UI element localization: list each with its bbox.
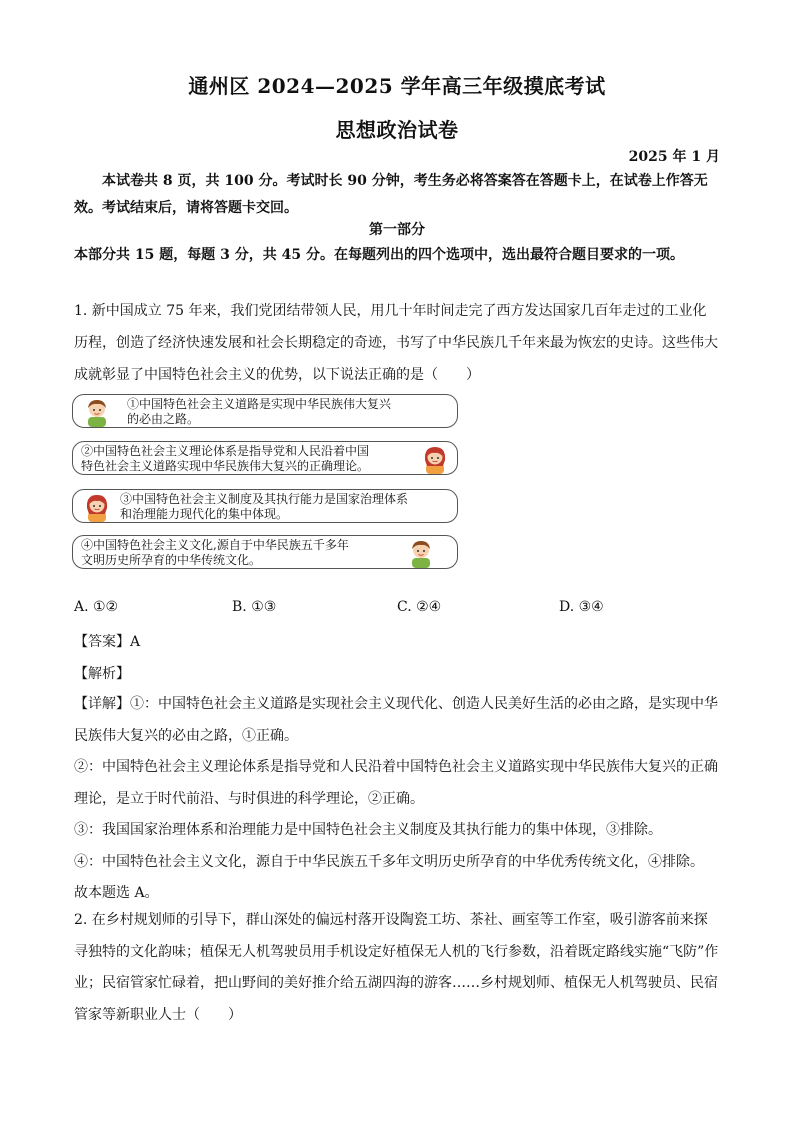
statement-4-line-2: 文明历史所孕育的中华传统文化。 — [81, 553, 262, 567]
detail-line-3: ③：我国国家治理体系和治理能力是中国特色社会主义制度及其执行能力的集中体现，③排除。 — [74, 822, 662, 838]
boy-avatar-icon — [83, 397, 111, 427]
detail-line-1: 【详解】①：中国特色社会主义道路是实现社会主义现代化、创造人民美好生活的必由之路，是实现中华民族伟大复兴的必由之路，①正确。 — [74, 696, 718, 744]
detail-line-2: ②：中国特色社会主义理论体系是指导党和人民沿着中国特色社会主义道路实现中华民族伟大复兴的正确理论，是立于时代前沿、与时俱进的科学理论，②正确。 — [74, 759, 718, 807]
boy-avatar-icon — [407, 538, 435, 568]
analysis-detail — [74, 689, 720, 910]
statement-box-1 — [72, 394, 458, 428]
part-title: 第一部分 — [369, 222, 425, 238]
statement-3-line-2: 和治理能力现代化的集中体现。 — [120, 507, 289, 521]
girl-avatar-icon — [83, 492, 111, 522]
exam-date: 2025 年 1 月 — [628, 149, 720, 165]
question-1-stem: 1. 新中国成立 75 年来，我们党团结带领人民，用几十年时间走完了西方发达国家几百年走过的工业化历程，创造了经济快速发展和社会长期稳定的奇迹，书写了中华民族几千年来最为恢宏的史诗。这些伟大成就彰显了中国特色社会主义的优势，以下说法正确的是（ ） — [74, 303, 718, 383]
statement-2-line-2: 特色社会主义道路实现中华民族伟大复兴的正确理论。 — [81, 459, 370, 473]
answer-label: 【答案】A — [74, 634, 141, 650]
option-c: C. ②④ — [397, 599, 442, 615]
option-b: B. ①③ — [232, 599, 277, 615]
girl-avatar-icon — [421, 444, 449, 474]
part-description: 本部分共 15 题，每题 3 分，共 45 分。在每题列出的四个选项中，选出最符合题目要求的一项。 — [74, 247, 684, 263]
exam-subtitle: 思想政治试卷 — [335, 118, 459, 142]
statement-2-line-1: ②中国特色社会主义理论体系是指导党和人民沿着中国 — [81, 444, 370, 458]
statement-1-line-2: 的必由之路。 — [127, 412, 200, 426]
option-a: A. ①② — [74, 599, 119, 615]
question-2-stem: 2. 在乡村规划师的引导下，群山深处的偏远村落开设陶瓷工坊、茶社、画室等工作室，吸引游客前来探寻独特的文化韵味；植保无人机驾驶员用手机设定好植保无人机的飞行参数，沿着既定路线实施“飞防”作业；民宿管家忙碌着，把山野间的美好推介给五湖四海的游客……乡村规划师、植保无人机驾驶员、民宿管家等新职业人士（ ） — [74, 912, 719, 1023]
detail-line-5: 故本题选 A。 — [74, 885, 159, 901]
detail-line-4: ④：中国特色社会主义文化，源自于中华民族五千多年文明历史所孕育的中华优秀传统文化，④排除。 — [74, 853, 704, 870]
statement-3-line-1: ③中国特色社会主义制度及其执行能力是国家治理体系 — [120, 492, 409, 506]
analysis-label: 【解析】 — [74, 666, 130, 682]
statement-box-3 — [72, 489, 458, 523]
statement-4-line-1: ④中国特色社会主义文化,源自于中华民族五千多年 — [81, 538, 349, 552]
exam-instructions: 本试卷共 8 页，共 100 分。考试时长 90 分钟，考生务必将答案答在答题卡上，在试卷上作答无效。考试结束后，请将答题卡交回。 — [74, 173, 708, 216]
exam-title: 通州区 2024—2025 学年高三年级摸底考试 — [188, 74, 606, 98]
option-d: D. ③④ — [559, 599, 604, 615]
statement-1-line-1: ①中国特色社会主义道路是实现中华民族伟大复兴 — [127, 397, 392, 411]
statement-box-2 — [72, 441, 458, 475]
statement-box-4 — [72, 535, 458, 569]
